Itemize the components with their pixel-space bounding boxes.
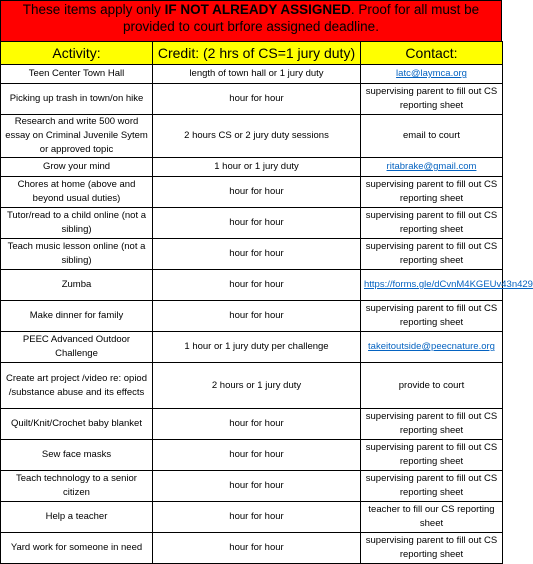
contact-cell: email to court bbox=[361, 115, 503, 158]
credit-cell: 2 hours CS or 2 jury duty sessions bbox=[153, 115, 361, 158]
activity-cell: Chores at home (above and beyond usual duties) bbox=[1, 177, 153, 208]
table-row bbox=[1, 363, 503, 409]
table-row bbox=[1, 177, 503, 208]
contact-cell: supervising parent to fill out CS reporting sheet bbox=[361, 239, 503, 270]
credit-cell: 1 hour or 1 jury duty bbox=[153, 158, 361, 177]
table-row bbox=[1, 115, 503, 158]
table-row bbox=[1, 440, 503, 471]
header-activity: Activity: bbox=[1, 42, 153, 65]
activity-cell: Zumba bbox=[1, 270, 153, 301]
contact-cell: supervising parent to fill out CS reporting sheet bbox=[361, 208, 503, 239]
activity-cell: Create art project /video re: opiod /substance abuse and its effects bbox=[1, 363, 153, 409]
table-row bbox=[1, 502, 503, 533]
credit-cell: hour for hour bbox=[153, 471, 361, 502]
contact-link[interactable]: latc@laymca.org bbox=[396, 68, 467, 79]
activity-cell: PEEC Advanced Outdoor Challenge bbox=[1, 332, 153, 363]
contact-cell: teacher to fill our CS reporting sheet bbox=[361, 502, 503, 533]
credit-cell: length of town hall or 1 jury duty bbox=[153, 65, 361, 84]
table-row bbox=[1, 84, 503, 115]
contact-link[interactable]: takeitoutside@peecnature.org bbox=[368, 341, 495, 352]
header-credit: Credit: (2 hrs of CS=1 jury duty) bbox=[153, 42, 361, 65]
contact-cell: supervising parent to fill out CS reporting sheet bbox=[361, 471, 503, 502]
contact-cell: supervising parent to fill out CS reporting sheet bbox=[361, 409, 503, 440]
table-row bbox=[1, 158, 503, 177]
contact-cell bbox=[361, 270, 533, 301]
table-row bbox=[1, 208, 503, 239]
table-row bbox=[1, 409, 503, 440]
table-row bbox=[1, 65, 503, 84]
credit-cell: hour for hour bbox=[153, 177, 361, 208]
contact-link[interactable]: https://forms.gle/dCvnM4KGEUv43n429 bbox=[364, 279, 533, 290]
contact-link[interactable]: ritabrake@gmail.com bbox=[386, 161, 477, 172]
table-row bbox=[1, 533, 503, 564]
table-row bbox=[1, 332, 503, 363]
activity-cell: Teach technology to a senior citizen bbox=[1, 471, 153, 502]
contact-cell: supervising parent to fill out CS reporting sheet bbox=[361, 440, 503, 471]
header-contact: Contact: bbox=[361, 42, 503, 65]
notice-banner bbox=[0, 0, 502, 41]
credit-cell: hour for hour bbox=[153, 239, 361, 270]
table-row bbox=[1, 270, 503, 301]
table-row bbox=[1, 471, 503, 502]
contact-cell: supervising parent to fill out CS reporting sheet bbox=[361, 301, 503, 332]
credit-cell: hour for hour bbox=[153, 440, 361, 471]
community-service-table bbox=[0, 41, 533, 564]
activity-cell: Quilt/Knit/Crochet baby blanket bbox=[1, 409, 153, 440]
activity-cell: Teach music lesson online (not a sibling) bbox=[1, 239, 153, 270]
credit-cell: hour for hour bbox=[153, 84, 361, 115]
credit-cell: 2 hours or 1 jury duty bbox=[153, 363, 361, 409]
credit-cell: hour for hour bbox=[153, 533, 361, 564]
table-row bbox=[1, 301, 503, 332]
credit-cell: hour for hour bbox=[153, 208, 361, 239]
notice-text-post: . Proof for all must be provided to court brfore assigned deadline. bbox=[123, 2, 480, 34]
credit-cell: hour for hour bbox=[153, 301, 361, 332]
table-row bbox=[1, 239, 503, 270]
credit-cell: hour for hour bbox=[153, 409, 361, 440]
activity-cell: Grow your mind bbox=[1, 158, 153, 177]
notice-text-bold: IF NOT ALREADY ASSIGNED bbox=[164, 2, 351, 17]
activity-cell: Make dinner for family bbox=[1, 301, 153, 332]
credit-cell: 1 hour or 1 jury duty per challenge bbox=[153, 332, 361, 363]
notice-text-pre: These items apply only bbox=[22, 2, 165, 17]
activity-cell: Sew face masks bbox=[1, 440, 153, 471]
contact-cell: supervising parent to fill out CS reporting sheet bbox=[361, 533, 503, 564]
activity-cell: Tutor/read to a child online (not a sibling) bbox=[1, 208, 153, 239]
contact-cell: provide to court bbox=[361, 363, 503, 409]
activity-cell: Research and write 500 word essay on Criminal Juvenile Sytem or approved topic bbox=[1, 115, 153, 158]
activity-cell: Picking up trash in town/on hike bbox=[1, 84, 153, 115]
credit-cell: hour for hour bbox=[153, 502, 361, 533]
activity-cell: Teen Center Town Hall bbox=[1, 65, 153, 84]
contact-cell: supervising parent to fill out CS reporting sheet bbox=[361, 84, 503, 115]
header-row bbox=[1, 42, 503, 65]
contact-cell bbox=[361, 65, 503, 84]
activity-cell: Help a teacher bbox=[1, 502, 153, 533]
contact-cell bbox=[361, 332, 503, 363]
activity-cell: Yard work for someone in need bbox=[1, 533, 153, 564]
contact-cell bbox=[361, 158, 503, 177]
credit-cell: hour for hour bbox=[153, 270, 361, 301]
contact-cell: supervising parent to fill out CS reporting sheet bbox=[361, 177, 503, 208]
